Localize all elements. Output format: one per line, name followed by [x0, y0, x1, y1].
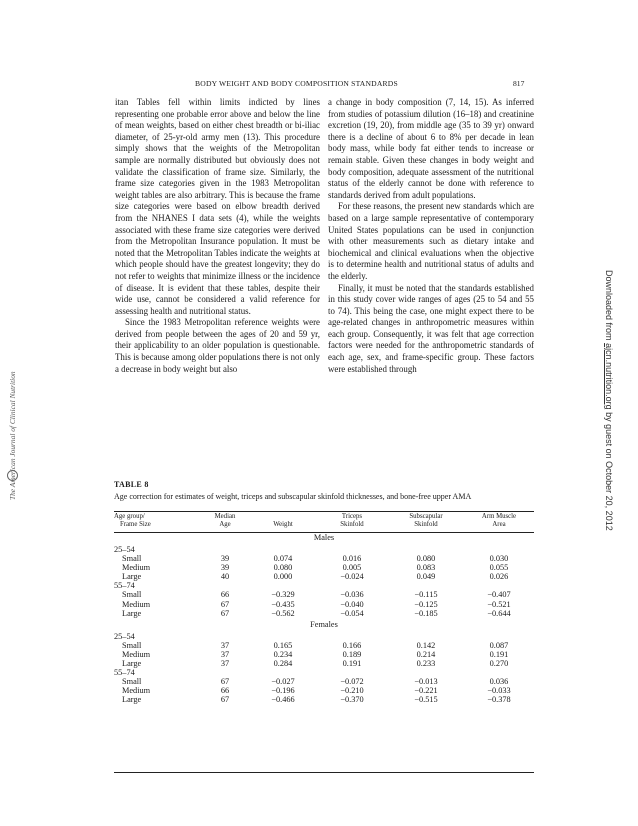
- table-row: [114, 554, 534, 563]
- value-cell: −0.407: [487, 590, 511, 600]
- age-group-label: 55–74: [114, 581, 135, 591]
- age-group-label: 55–74: [114, 668, 135, 678]
- value-cell: −0.435: [271, 599, 295, 609]
- value-cell: −0.185: [414, 608, 438, 618]
- age-group-row: [114, 545, 534, 554]
- value-cell: 0.234: [273, 649, 293, 659]
- value-cell: 37: [220, 640, 230, 650]
- column-header: Subscapular Skinfold: [409, 513, 443, 528]
- value-cell: −0.329: [271, 590, 295, 600]
- value-cell: 67: [220, 608, 230, 618]
- table-row: [114, 609, 534, 618]
- age-group-row: [114, 632, 534, 641]
- value-cell: −0.196: [271, 686, 295, 696]
- value-cell: 0.191: [342, 659, 362, 669]
- section-label: Females: [310, 619, 338, 629]
- paragraph: itan Tables fell within limits indicted by lines representing one probable error above and below the line of mean weights, based on either chest breadth or bi-iliac diameter, of 25-yr-old army men (13). This procedure simply shows that the weights of the Metropolitan sample are normally distributed but obviously does not validate the classification of frame size. Similarly, the frame size categories given in the 1983 Metropolitan weight tables are also arbitrary. This is because the frame size categories were based on elbow breadth derived from the NHANES I data sets (4), while the weights associated with these frame size categories were derived from the Metropolitan Insurance population. It must be noted that the Metropolitan Tables indicate the weights at which people should have the greatest longevity; they do not refer to weights that minimize illness or the incidence of disease. It is evident that these tables, despite their wide use, cannot be considered a valid reference for assessing health and nutritional status.: [115, 97, 320, 316]
- download-suffix: by guest on October 20, 2012: [604, 412, 614, 531]
- table-row: [114, 590, 534, 599]
- value-cell: −0.024: [340, 572, 364, 582]
- left-column: [115, 97, 320, 375]
- value-cell: −0.562: [271, 608, 295, 618]
- paragraph: Finally, it must be noted that the standards established in this study cover wide ranges of ages (25 to 54 and 55 to 74). This being the case, one might expect there to be age-related changes in anthropometric measures within each group. Consequently, it was felt that age correction factors were needed for the anthropometric standards of each age, sex, and frame-specific group. These factors were established through: [328, 282, 534, 374]
- right-column: [328, 97, 534, 375]
- table-header-row: [114, 513, 534, 531]
- value-cell: −0.125: [414, 599, 438, 609]
- value-cell: 0.080: [273, 563, 293, 573]
- table-row: [114, 641, 534, 650]
- value-cell: −0.644: [487, 608, 511, 618]
- paragraph: a change in body composition (7, 14, 15). As inferred from studies of potassium dilution (16–18) and creatinine excretion (19, 20), from middle age (35 to 39 yr) onward there is a decline of about 6 to 8% per decade in lean body mass, while body fat either tends to increase or remain stable. Given these changes in body weight and body composition, adequate assessment of the nutritional status of the elderly cannot be done with reference to standards derived from adult populations.: [328, 97, 534, 200]
- value-cell: 0.270: [489, 659, 509, 669]
- value-cell: −0.378: [487, 695, 511, 705]
- value-cell: −0.040: [340, 599, 364, 609]
- value-cell: 0.055: [489, 563, 509, 573]
- age-group-label: 25–54: [114, 545, 135, 554]
- download-site-link[interactable]: ajcn.nutrition.org: [604, 343, 614, 410]
- data-table: [114, 513, 534, 705]
- frame-size-cell: Small: [122, 677, 142, 687]
- value-cell: −0.210: [340, 686, 364, 696]
- table-caption: Age correction for estimates of weight, triceps and subscapular skinfold thicknesses, and bone-free upper AMA: [114, 492, 472, 501]
- table-row: [114, 659, 534, 668]
- table-top-rule: [114, 511, 534, 512]
- frame-size-cell: Small: [122, 590, 142, 600]
- value-cell: 0.284: [273, 659, 293, 669]
- column-header: Age group/ Frame Size: [114, 513, 151, 528]
- column-header: Median Age: [214, 513, 236, 528]
- value-cell: 37: [220, 649, 230, 659]
- age-group-label: 25–54: [114, 631, 135, 641]
- value-cell: 39: [220, 563, 230, 573]
- frame-size-cell: Medium: [122, 599, 151, 609]
- value-cell: 0.087: [489, 640, 509, 650]
- running-head: BODY WEIGHT AND BODY COMPOSITION STANDARDS: [195, 79, 398, 88]
- table-row: [114, 650, 534, 659]
- column-header: Arm Muscle Area: [481, 513, 517, 528]
- paragraph: For these reasons, the present new standards which are based on a large sample representative of contemporary United States populations can be used in conjunction with other measurements such as dietary intake and biochemical and clinical evaluations when the objective is to determine health and nutritional status of adults and the elderly.: [328, 201, 534, 281]
- frame-size-cell: Medium: [122, 649, 151, 659]
- value-cell: 0.036: [489, 677, 509, 687]
- value-cell: 67: [220, 695, 230, 705]
- frame-size-cell: Medium: [122, 563, 151, 573]
- value-cell: 0.030: [489, 554, 509, 564]
- table-row: [114, 695, 534, 704]
- frame-size-cell: Medium: [122, 686, 151, 696]
- download-notice: [604, 270, 614, 531]
- value-cell: 67: [220, 677, 230, 687]
- frame-size-cell: Small: [122, 554, 142, 564]
- value-cell: 66: [220, 590, 230, 600]
- frame-size-cell: Large: [122, 695, 142, 705]
- value-cell: −0.115: [414, 590, 438, 600]
- value-cell: 0.000: [273, 572, 293, 582]
- value-cell: 0.083: [416, 563, 436, 573]
- value-cell: 0.142: [416, 640, 436, 650]
- value-cell: 0.214: [416, 649, 436, 659]
- download-prefix: Downloaded from: [604, 270, 614, 341]
- table-row: [114, 563, 534, 572]
- value-cell: −0.027: [271, 677, 295, 687]
- frame-size-cell: Small: [122, 640, 142, 650]
- section-row: [114, 618, 534, 632]
- page-number: 817: [513, 79, 525, 88]
- value-cell: 0.026: [489, 572, 509, 582]
- value-cell: −0.466: [271, 695, 295, 705]
- value-cell: −0.370: [340, 695, 364, 705]
- value-cell: 0.016: [342, 554, 362, 564]
- value-cell: −0.072: [340, 677, 364, 687]
- value-cell: 0.166: [342, 640, 362, 650]
- value-cell: 0.005: [342, 563, 362, 573]
- frame-size-cell: Large: [122, 608, 142, 618]
- value-cell: 0.233: [416, 659, 436, 669]
- frame-size-cell: Large: [122, 572, 142, 582]
- value-cell: 0.189: [342, 649, 362, 659]
- value-cell: 0.080: [416, 554, 436, 564]
- value-cell: −0.221: [414, 686, 438, 696]
- journal-logo-icon: [7, 470, 18, 481]
- frame-size-cell: Large: [122, 659, 142, 669]
- table-row: [114, 600, 534, 609]
- value-cell: 67: [220, 599, 230, 609]
- value-cell: 66: [220, 686, 230, 696]
- value-cell: −0.033: [487, 686, 511, 696]
- age-group-row: [114, 581, 534, 590]
- value-cell: −0.515: [414, 695, 438, 705]
- column-header: Weight: [273, 520, 293, 528]
- value-cell: 0.165: [273, 640, 293, 650]
- journal-side-label: The American Journal of Clinical Nutrition: [8, 371, 17, 500]
- value-cell: 37: [220, 659, 230, 669]
- section-label: Males: [313, 533, 335, 542]
- value-cell: 40: [220, 572, 230, 582]
- table-bottom-rule: [114, 772, 534, 773]
- table-row: [114, 572, 534, 581]
- table-row: [114, 686, 534, 695]
- value-cell: 0.049: [416, 572, 436, 582]
- value-cell: −0.013: [414, 677, 438, 687]
- table-title: TABLE 8: [114, 480, 149, 489]
- value-cell: 0.191: [489, 649, 509, 659]
- section-row: [114, 531, 534, 545]
- age-group-row: [114, 668, 534, 677]
- value-cell: −0.054: [340, 608, 364, 618]
- value-cell: −0.036: [340, 590, 364, 600]
- page-header: [0, 79, 638, 91]
- value-cell: 39: [220, 554, 230, 564]
- value-cell: 0.074: [273, 554, 293, 564]
- column-header: Triceps Skinfold: [340, 513, 364, 528]
- value-cell: −0.521: [487, 599, 511, 609]
- table-row: [114, 677, 534, 686]
- paragraph: Since the 1983 Metropolitan reference weights were derived from people between the ages of 20 and 59 yr, their applicability to an older population is questionable. This is because among older populations there is not only a decrease in body weight but also: [115, 317, 320, 374]
